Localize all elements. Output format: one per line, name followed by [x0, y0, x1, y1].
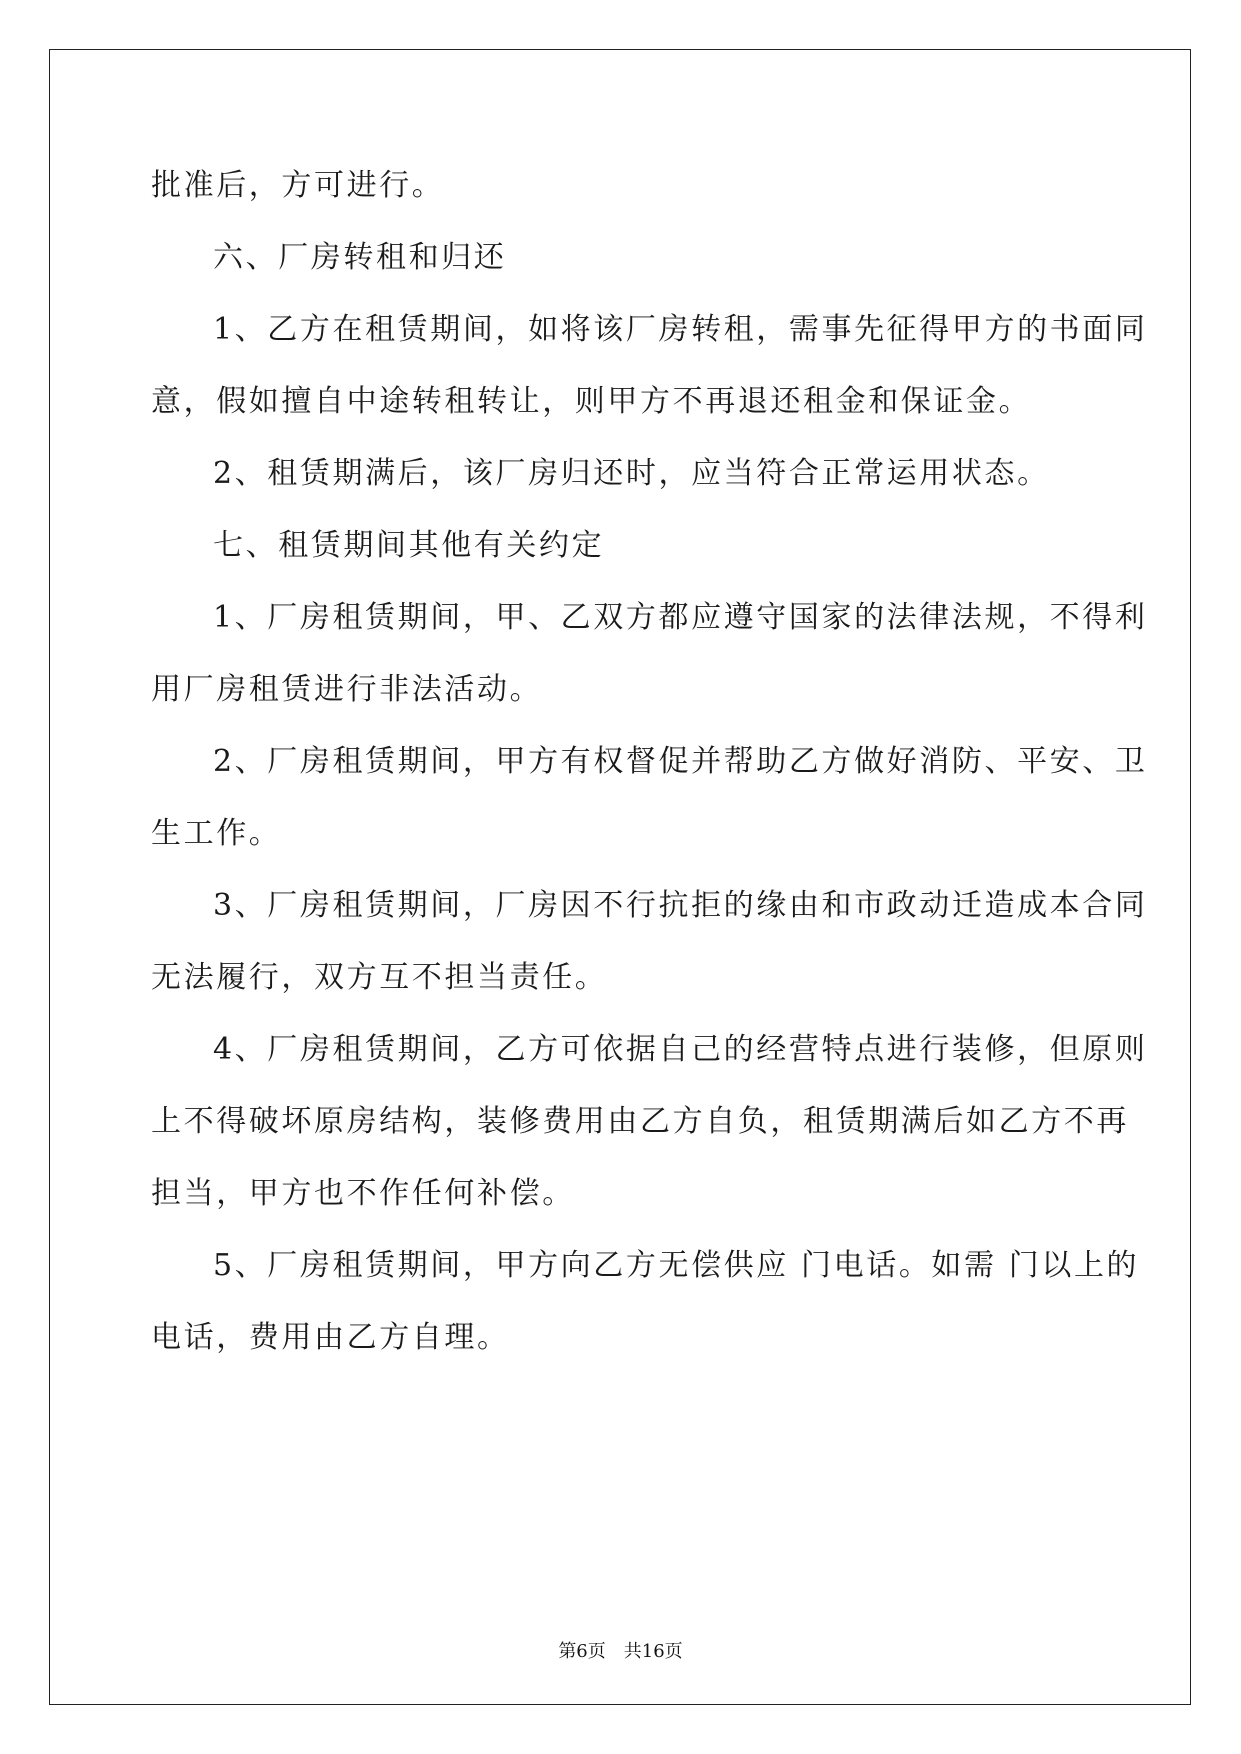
paragraph-line: 上不得破坏原房结构，装修费用由乙方自负，租赁期满后如乙方不再	[151, 1104, 1129, 1139]
paragraph-line: 1、厂房租赁期间，甲、乙双方都应遵守国家的法律法规，不得利	[213, 600, 1148, 635]
paragraph-line: 电话，费用由乙方自理。	[151, 1320, 510, 1355]
paragraph-line: 生工作。	[151, 816, 282, 851]
paragraph-line: 1、乙方在租赁期间，如将该厂房转租，需事先征得甲方的书面同	[213, 312, 1148, 347]
paragraph-line: 批准后，方可进行。	[151, 168, 445, 203]
paragraph-line: 5、厂房租赁期间，甲方向乙方无偿供应 门电话。如需 门以上的	[213, 1248, 1140, 1283]
paragraph-line: 2、厂房租赁期间，甲方有权督促并帮助乙方做好消防、平安、卫	[213, 744, 1148, 779]
paragraph-line: 2、租赁期满后，该厂房归还时，应当符合正常运用状态。	[213, 456, 1050, 491]
section-heading: 七、租赁期间其他有关约定	[213, 528, 605, 563]
page-footer	[0, 1640, 1241, 1664]
page-number: 第6页 共16页	[558, 1641, 683, 1662]
paragraph-line: 担当，甲方也不作任何补偿。	[151, 1176, 575, 1211]
page-border	[49, 49, 1191, 1705]
paragraph-line: 3、厂房租赁期间，厂房因不行抗拒的缘由和市政动迁造成本合同	[213, 888, 1148, 923]
paragraph-line: 意，假如擅自中途转租转让，则甲方不再退还租金和保证金。	[151, 384, 1032, 419]
section-heading: 六、厂房转租和归还	[213, 240, 507, 275]
paragraph-line: 用厂房租赁进行非法活动。	[151, 672, 543, 707]
paragraph-line: 4、厂房租赁期间，乙方可依据自己的经营特点进行装修，但原则	[213, 1032, 1148, 1067]
paragraph-line: 无法履行，双方互不担当责任。	[151, 960, 608, 995]
